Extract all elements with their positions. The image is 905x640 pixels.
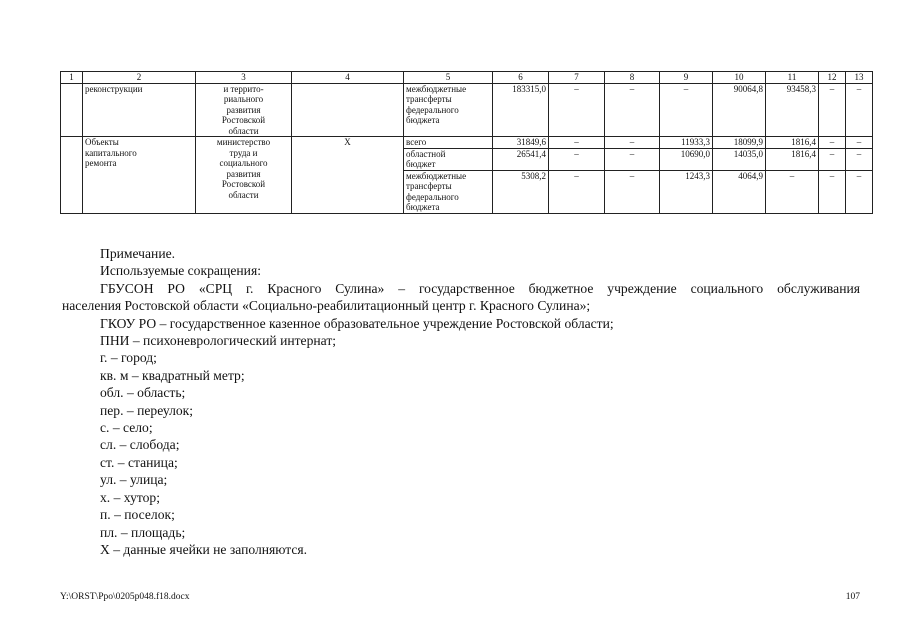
column-number: 2: [83, 72, 196, 84]
abbreviation-item: ст. – станица;: [100, 454, 178, 470]
value-cell: –: [819, 137, 846, 149]
value-cell: –: [846, 137, 873, 149]
value-cell: 4064,9: [713, 170, 766, 213]
abbreviation-item: ул. – улица;: [100, 472, 168, 488]
table-cell: [292, 83, 404, 137]
table-row: [61, 137, 873, 149]
column-number: 4: [292, 72, 404, 84]
notes-section: [62, 245, 860, 558]
value-cell: –: [846, 170, 873, 213]
abbreviation-item: с. – село;: [100, 420, 153, 436]
value-cell: 93458,3: [766, 83, 819, 137]
column-number: 3: [196, 72, 292, 84]
column-number: 5: [404, 72, 493, 84]
abbreviation-item: кв. м – квадратный метр;: [100, 367, 245, 383]
funding-source-cell: всего: [404, 137, 493, 149]
abbreviation-item: г. – город;: [100, 350, 157, 366]
object-type-cell: Объекты капитального ремонта: [83, 137, 196, 214]
total-cell: 5308,2: [493, 170, 549, 213]
column-number: 13: [846, 72, 873, 84]
value-cell: –: [605, 137, 660, 149]
budget-table: [60, 71, 873, 214]
value-cell: 1243,3: [660, 170, 713, 213]
x-mark-cell: X: [292, 137, 404, 214]
table-row: [61, 83, 873, 137]
abbreviation-item: х. – хутор;: [100, 489, 160, 505]
funding-source-cell: межбюджетные трансферты федерального бюджета: [404, 170, 493, 213]
notes-title: Примечание.: [100, 246, 176, 261]
value-cell: 1816,4: [766, 148, 819, 170]
column-number: 7: [549, 72, 605, 84]
column-number: 9: [660, 72, 713, 84]
total-cell: 183315,0: [493, 83, 549, 137]
notes-subtitle: Используемые сокращения:: [100, 263, 261, 279]
abbreviation-gbuson-line-1: ГБУСОН РО «СРЦ г. Красного Сулина» – государственное бюджетное учреждение социального обслуживания: [100, 280, 860, 296]
table-cell: [61, 83, 83, 137]
abbreviation-item: ГКОУ РО – государственное казенное образовательное учреждение Ростовской области;: [100, 315, 614, 331]
value-cell: 10690,0: [660, 148, 713, 170]
value-cell: 90064,8: [713, 83, 766, 137]
value-cell: 11933,3: [660, 137, 713, 149]
value-cell: –: [549, 170, 605, 213]
value-cell: 1816,4: [766, 137, 819, 149]
value-cell: 18099,9: [713, 137, 766, 149]
total-cell: 31849,6: [493, 137, 549, 149]
abbreviation-item: обл. – область;: [100, 385, 186, 401]
abbreviation-item: п. – поселок;: [100, 507, 175, 523]
value-cell: –: [819, 170, 846, 213]
table-header-row: [61, 72, 873, 84]
value-cell: –: [660, 83, 713, 137]
footer-file-path: Y:\ORST\Ppo\0205p048.f18.docx: [60, 592, 190, 602]
value-cell: –: [846, 83, 873, 137]
object-type-cell: реконструкции: [83, 83, 196, 137]
value-cell: –: [549, 83, 605, 137]
value-cell: –: [819, 148, 846, 170]
value-cell: –: [549, 137, 605, 149]
abbreviation-item: X – данные ячейки не заполняются.: [100, 541, 308, 557]
abbreviation-item: пер. – переулок;: [100, 402, 194, 418]
column-number: 8: [605, 72, 660, 84]
column-number: 12: [819, 72, 846, 84]
funding-source-cell: областной бюджет: [404, 148, 493, 170]
column-number: 10: [713, 72, 766, 84]
abbreviation-gbuson-line-2: населения Ростовской области «Социально-реабилитационный центр г. Красного Сулина»;: [62, 298, 591, 314]
responsible-org-cell: и террито- риального развития Ростовской области: [196, 83, 292, 137]
value-cell: –: [549, 148, 605, 170]
value-cell: –: [605, 148, 660, 170]
value-cell: –: [819, 83, 846, 137]
total-cell: 26541,4: [493, 148, 549, 170]
abbreviation-item: сл. – слобода;: [100, 437, 180, 453]
abbreviation-item: ПНИ – психоневрологический интернат;: [100, 333, 337, 349]
table-cell: [61, 137, 83, 214]
column-number: 6: [493, 72, 549, 84]
value-cell: –: [605, 83, 660, 137]
footer-page-number: 107: [845, 592, 860, 602]
value-cell: –: [766, 170, 819, 213]
responsible-org-cell: министерство труда и социального развития Ростовской области: [196, 137, 292, 214]
value-cell: –: [846, 148, 873, 170]
value-cell: –: [605, 170, 660, 213]
funding-source-cell: межбюджетные трансферты федерального бюджета: [404, 83, 493, 137]
abbreviation-item: пл. – площадь;: [100, 524, 186, 540]
column-number: 1: [61, 72, 83, 84]
column-number: 11: [766, 72, 819, 84]
value-cell: 14035,0: [713, 148, 766, 170]
